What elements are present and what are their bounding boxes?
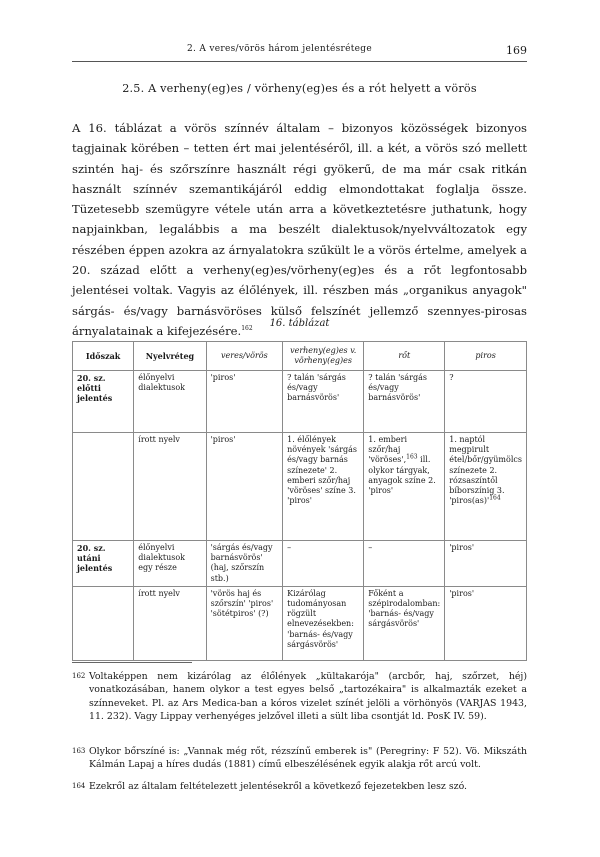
cell-rot: – xyxy=(364,541,445,587)
header-rule xyxy=(72,61,527,62)
cell-rot: ? talán 'sárgás és/vagy barnásvörös' xyxy=(364,371,445,433)
footnote-rule xyxy=(72,662,192,663)
table-row xyxy=(73,433,527,541)
cell-veres: 'vörös haj és szőrszín' 'piros' 'sötétpiros' (?) xyxy=(206,586,283,660)
cell-piros: ? xyxy=(445,371,527,433)
footnote-163 xyxy=(72,745,527,772)
header-veres: veres/vörös xyxy=(206,342,283,371)
cell-verheny: Kizárólag tudományosan rögzült elnevezésekben: 'barnás- és/vagy sárgásvörös' xyxy=(283,586,364,660)
footnote-ref-163: 163 xyxy=(406,453,418,461)
cell-veres: 'piros' xyxy=(206,433,283,541)
cell-verheny: ? talán 'sárgás és/vagy barnásvörös' xyxy=(283,371,364,433)
body-paragraph xyxy=(72,118,527,341)
cell-verheny: 1. élőlények növények 'sárgás és/vagy barnás színezete' 2. emberi szőr/haj 'vöröses' színe 3. 'piros' xyxy=(283,433,364,541)
footnote-text: Olykor bőrszíné is: „Vannak még rőt, rézszínű emberek is" (Peregriny: F 52). Vö. Mikszáth Kálmán Lapaj a híres dudás (1881) című elbeszélésének egyik alakja rőt arcú volt. xyxy=(89,746,527,771)
cell-piros-text: 1. naptól megpirult étel/bőr/gyümölcs színezete 2. rózsaszíntől bíborszínig 3. 'piros(as)' xyxy=(449,435,522,506)
cell-veres: 'sárgás és/vagy barnásvörös' (haj, szőrszín stb.) xyxy=(206,541,283,587)
cell-period xyxy=(73,433,134,541)
header-piros: piros xyxy=(445,342,527,371)
table-caption: 16. táblázat xyxy=(269,318,330,329)
header-layer: Nyelvréteg xyxy=(134,342,206,371)
cell-period: 20. sz. előtti jelentés xyxy=(73,371,134,433)
cell-rot-text: 1. emberi szőr/haj 'vöröses', xyxy=(368,435,407,465)
header-verheny: verheny(eg)es v. vörheny(eg)es xyxy=(283,342,364,371)
footnote-164 xyxy=(72,780,527,793)
cell-piros: 'piros' xyxy=(445,541,527,587)
footnote-ref-162: 162 xyxy=(241,325,253,333)
footnote-ref-164: 164 xyxy=(489,494,501,502)
cell-layer: írott nyelv xyxy=(134,586,206,660)
section-title: 2.5. A verheny(eg)es / vörheny(eg)es és a rót helyett a vörös xyxy=(122,82,477,95)
header-rot: rőt xyxy=(364,342,445,371)
footnote-text: Voltaképpen nem kizárólag az élőlények „kültakarója" (arcbőr, haj, szőrzet, héj) vonatkozásában, hanem olykor a test egyes belső „tartozékaira" is alkalmazták ezeket a színneveket. Pl. az Ars Medica-ban a kóros vizelet színét jelöli a vörhönyös (VARJAS 1943, 11. 232). Vagy Lippay verhenyéges jelzővel illeti a sült liba csontját ld. PosK IV. 59). xyxy=(89,671,527,723)
footnote-162 xyxy=(72,670,527,724)
footnote-number: 162 xyxy=(72,672,86,680)
running-header-title: 2. A veres/vörös három jelentésrétege xyxy=(187,44,372,54)
cell-rot xyxy=(364,433,445,541)
cell-veres: 'piros' xyxy=(206,371,283,433)
table-row xyxy=(73,541,527,587)
table-row xyxy=(73,586,527,660)
cell-layer: írott nyelv xyxy=(134,433,206,541)
footnote-number: 164 xyxy=(72,782,86,790)
running-header xyxy=(72,44,527,60)
cell-verheny: – xyxy=(283,541,364,587)
footnote-number: 163 xyxy=(72,747,86,755)
table-header-row xyxy=(73,342,527,371)
body-text: A 16. táblázat a vörös színnév általam – bizonyos közösségek bizonyos tagjainak körében – tetten ért mai jelentéséről, ill. a két, a vörös szó mellett szintén haj- és szőrszínre használt régi gyökerű, de ma már csak ritkán használt színnév szemantikájáról eddig elmondottakat foglalja össze. Tüzetesebb szemügyre vétele után arra a következtetésre juthatunk, hogy napjainkban, legalábbis a ma beszélt dialektusok/nyelvváltozatok egy részében éppen azokra az árnyalatokra szűkült le a vörös értelme, amelyek a 20. század előtt a verheny(eg)es/vörheny(eg)es és a rőt legfontosabb jelentései voltak. Vagyis az élőlények, ill. részben más „organikus anyagok" sárgás- és/vagy barnásvöröses külső felszínét jellemző szennyes-pirosas árnyalatainak a kifejezésére. xyxy=(72,121,527,338)
cell-layer: élőnyelvi dialektusok egy része xyxy=(134,541,206,587)
header-period: Időszak xyxy=(73,342,134,371)
color-terms-table xyxy=(72,341,527,661)
footnote-text: Ezekről az általam feltételezett jelentésekről a következő fejezetekben lesz szó. xyxy=(89,781,468,792)
cell-rot-rest: ill. olykor tárgyak, anyagok színe 2. 'piros' xyxy=(368,455,436,496)
page-number: 169 xyxy=(506,44,527,57)
cell-layer: élőnyelvi dialektusok xyxy=(134,371,206,433)
cell-period xyxy=(73,586,134,660)
table-row xyxy=(73,371,527,433)
cell-rot: Főként a szépirodalomban: 'barnás- és/vagy sárgásvörös' xyxy=(364,586,445,660)
cell-piros: 'piros' xyxy=(445,586,527,660)
cell-period: 20. sz. utáni jelentés xyxy=(73,541,134,587)
cell-piros xyxy=(445,433,527,541)
